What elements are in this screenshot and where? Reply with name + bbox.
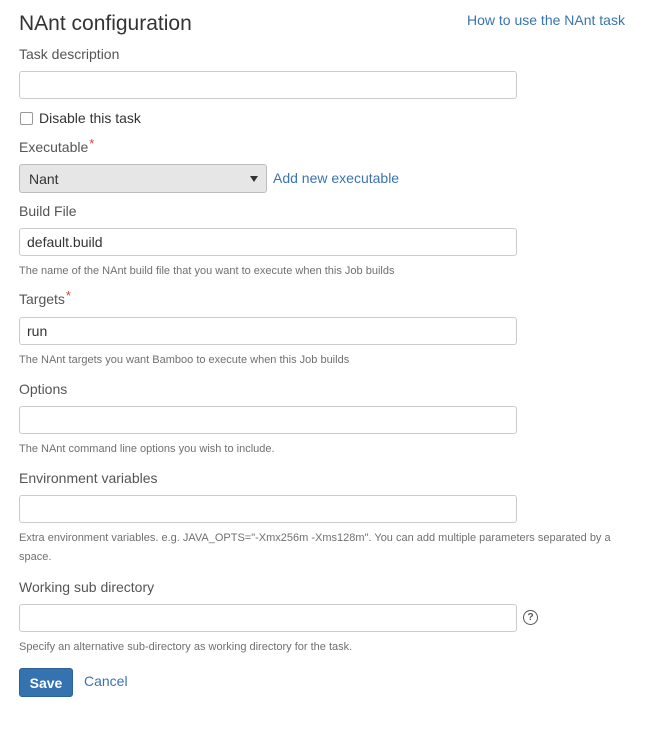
task-description-label: Task description xyxy=(19,46,120,62)
dropdown-arrow-icon xyxy=(250,176,258,182)
executable-label-text: Executable xyxy=(19,139,89,155)
targets-label xyxy=(19,288,71,307)
required-marker: * xyxy=(65,288,71,303)
add-new-executable-link[interactable]: Add new executable xyxy=(273,170,400,186)
working-sub-directory-description: Specify an alternative sub-directory as working directory for the task. xyxy=(19,641,353,653)
build-file-description: The name of the NAnt build file that you want to execute when this Job builds xyxy=(19,265,395,277)
options-description: The NAnt command line options you wish to include. xyxy=(19,443,275,455)
required-marker: * xyxy=(89,136,95,151)
page-title: NAnt configuration xyxy=(19,12,192,35)
environment-variables-label: Environment variables xyxy=(19,470,158,486)
targets-label-text: Targets xyxy=(19,291,65,307)
cancel-link[interactable]: Cancel xyxy=(84,673,128,689)
executable-select[interactable] xyxy=(19,164,267,193)
targets-description: The NAnt targets you want Bamboo to execute when this Job builds xyxy=(19,354,350,366)
environment-variables-input[interactable] xyxy=(19,495,517,523)
options-label: Options xyxy=(19,381,68,397)
working-sub-directory-input[interactable] xyxy=(19,604,517,632)
disable-task-checkbox[interactable] xyxy=(20,112,33,125)
build-file-input[interactable] xyxy=(19,228,517,256)
environment-variables-description: Extra environment variables. e.g. JAVA_OPTS="-Xmx256m -Xms128m". You can add multiple parameters separated by a space. xyxy=(19,532,611,563)
build-file-label: Build File xyxy=(19,203,77,219)
working-sub-directory-label: Working sub directory xyxy=(19,579,155,595)
question-circle-icon[interactable]: ? xyxy=(523,610,538,625)
how-to-use-link[interactable]: How to use the NAnt task xyxy=(467,12,625,28)
task-description-input[interactable] xyxy=(19,71,517,99)
targets-input[interactable] xyxy=(19,317,517,345)
disable-task-label[interactable]: Disable this task xyxy=(39,110,141,126)
options-input[interactable] xyxy=(19,406,517,434)
save-button[interactable]: Save xyxy=(19,668,73,697)
executable-label xyxy=(19,136,95,155)
executable-selected-value: Nant xyxy=(29,171,59,187)
